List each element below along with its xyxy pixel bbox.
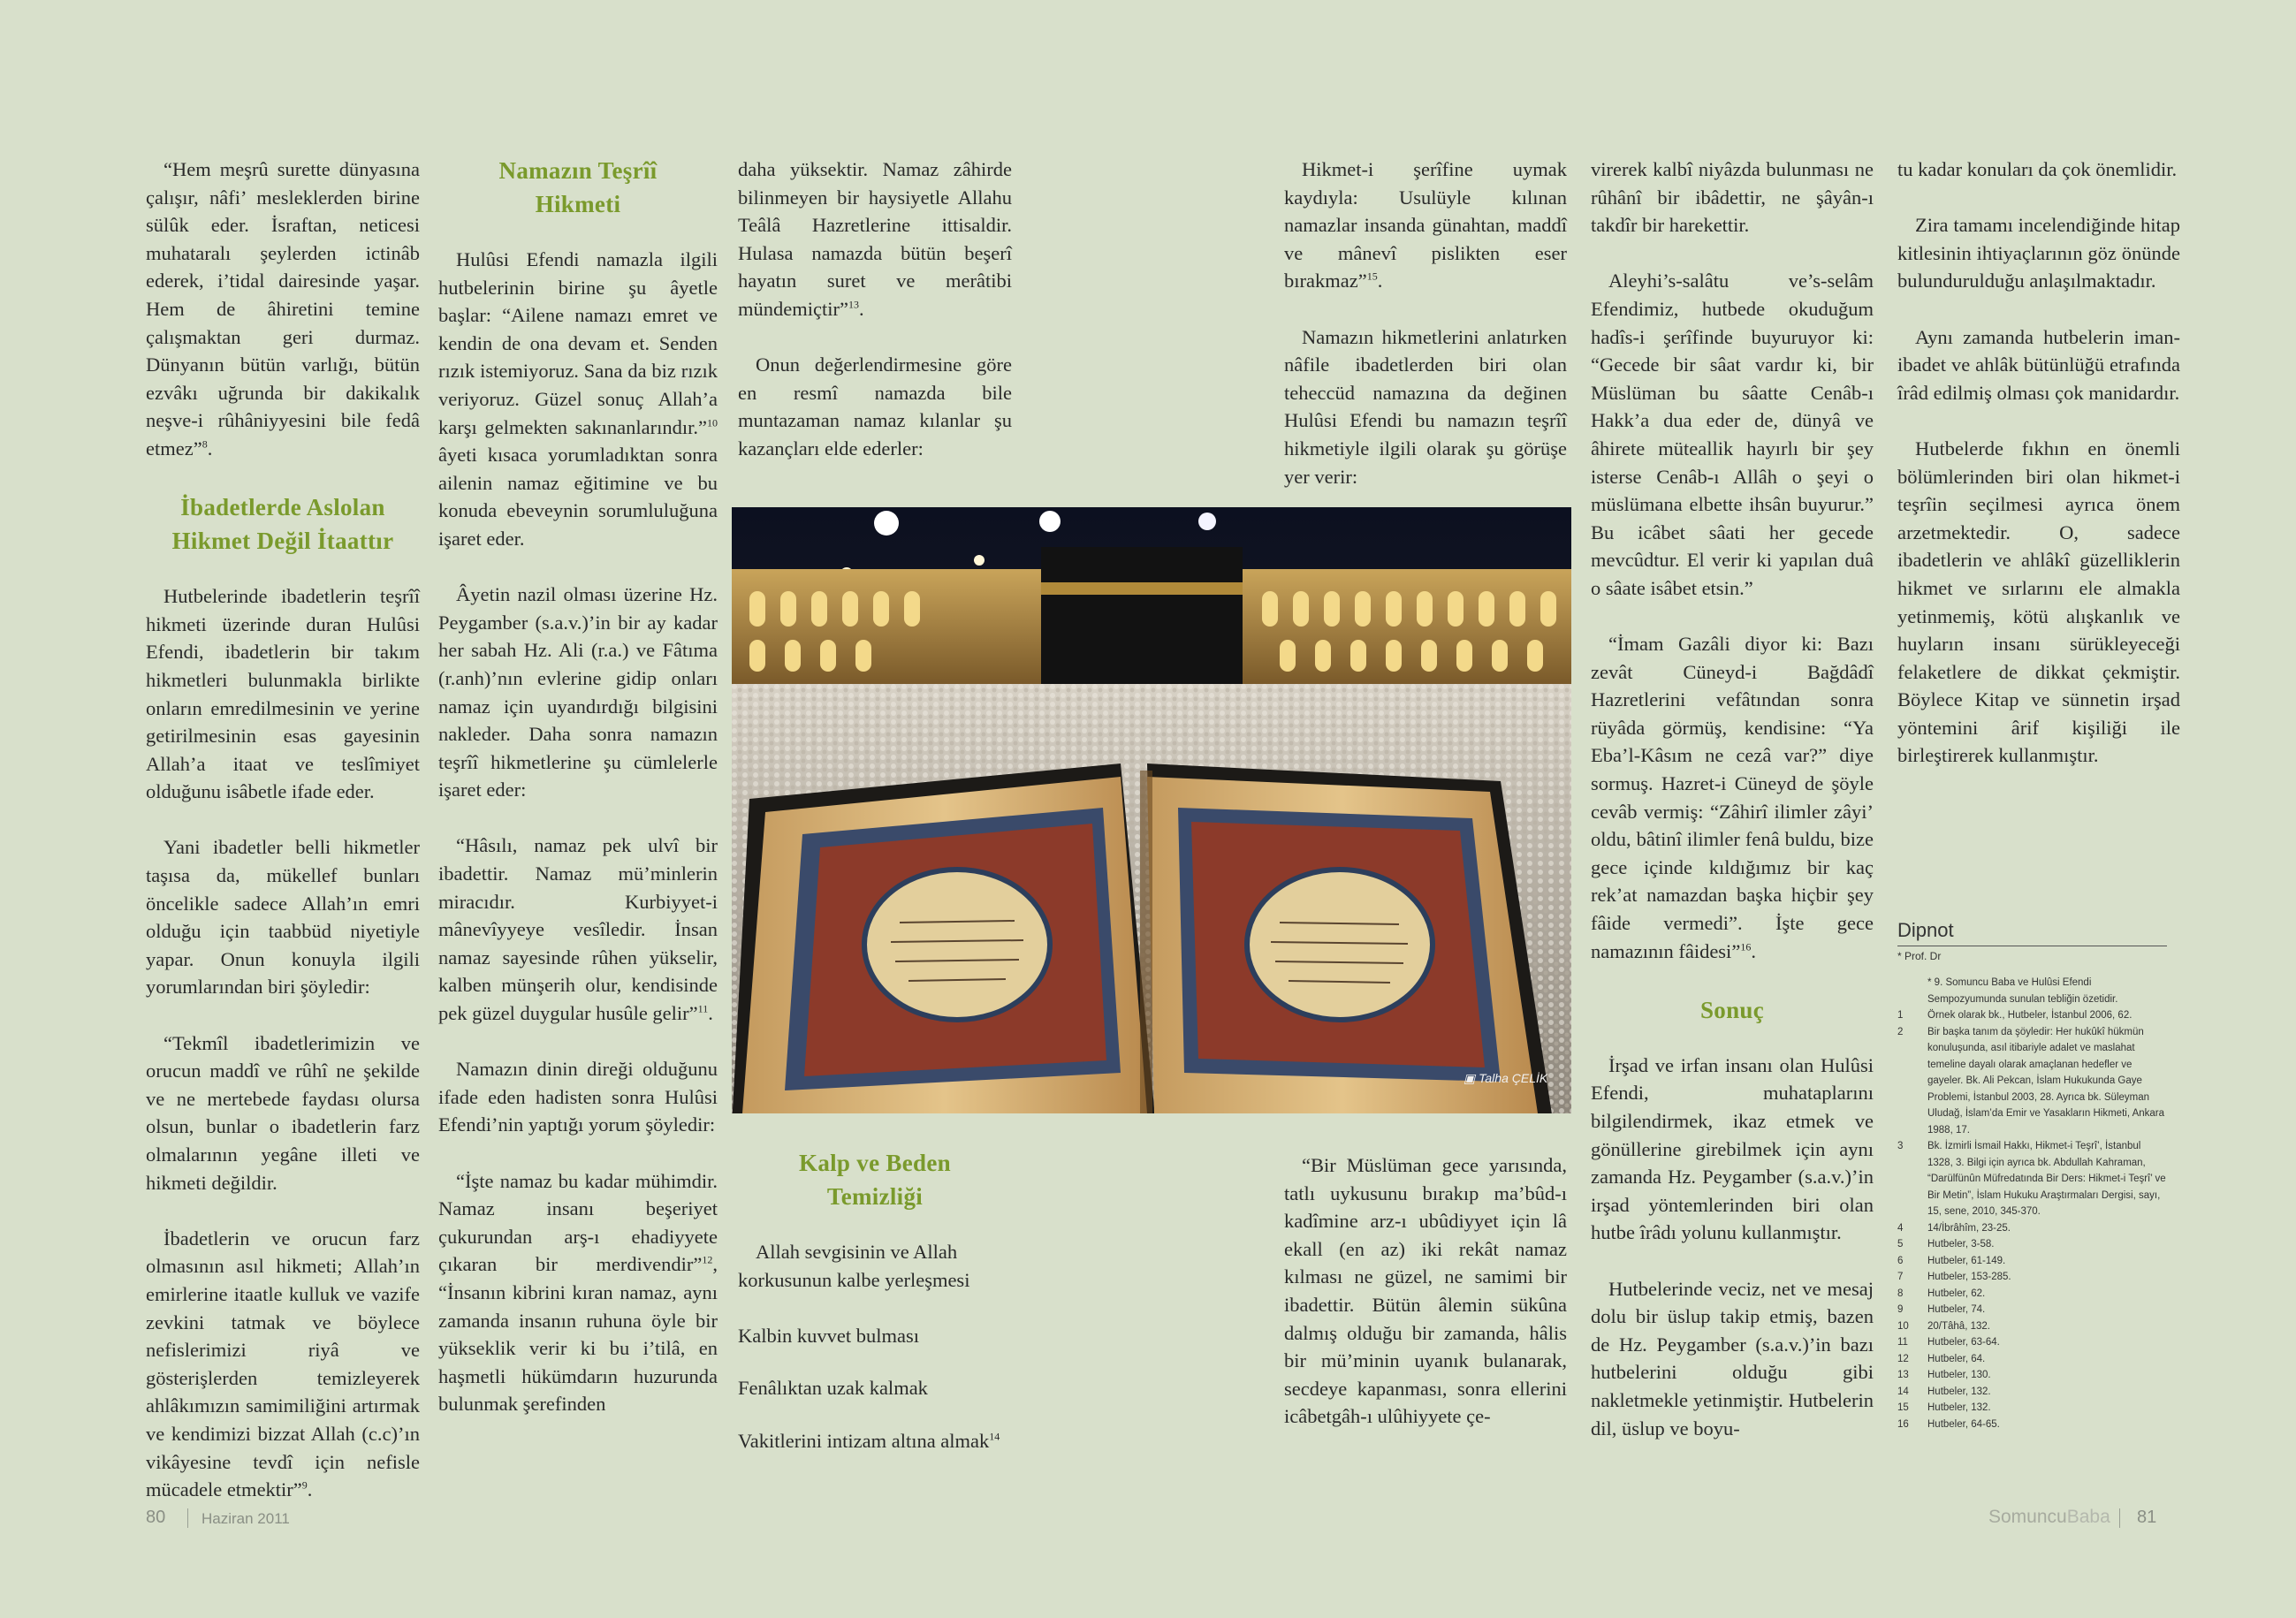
paragraph: “Tekmîl ibadetlerimizin ve orucun maddî ve rûhî ne şekilde ve ne mertebede faydası olursa olsun, bunlar o ibadetlerin farz olmalarının yegâne illeti ve hikmeti değildir. — [146, 1031, 420, 1194]
footnote-text: * 9. Somuncu Baba ve Hulûsi Efendi Sempozyumunda sunulan tebliğin özetidir. — [1927, 977, 2118, 1005]
paragraph: Âyetin nazil olması üzerine Hz. Peygamber (s.a.v.)’in bir ay kadar her sabah Hz. Ali (r.a.) ve Fâtıma (r.anh)’nın evlerine gidip onları namaz için uyandırdığı bilgisini nakleder. Daha sonra namazın teşrîî hikmetlerine şu cümlelerle işaret eder: — [438, 583, 718, 801]
footnote-number: 15 — [1897, 1402, 1909, 1413]
list-item: Kalbin kuvvet bulması — [738, 1324, 919, 1347]
footnote-number: 12 — [1897, 1353, 1909, 1364]
column-2 — [438, 154, 718, 1418]
footnote-item — [1897, 1138, 2167, 1220]
footnote-text: Hutbeler, 130. — [1927, 1370, 1991, 1380]
left-page-number: 80 — [146, 1508, 166, 1527]
footnote-item — [1897, 1007, 2167, 1024]
footnote-text: Hutbeler, 3-58. — [1927, 1239, 1995, 1250]
footnote-text: Hutbeler, 64. — [1927, 1353, 1986, 1364]
footnote-item — [1897, 1367, 2167, 1384]
photo-credit: ▣ Talha ÇELİK — [1464, 1071, 1548, 1085]
footnote-item — [1897, 1302, 2167, 1318]
paragraph: “Hâsılı, namaz pek ulvî bir ibadettir. Namaz mü’minlerin miracıdır. Kurbiyyet-i mânevîyyeye vesîledir. İnsan namaz sayesinde rûhen yükselir, kalben münşerih olur, kendisinde pek güzel duygular husûle gelir”$^{11}$. — [438, 834, 718, 1025]
footnote-text: 20/Tâhâ, 132. — [1927, 1320, 1990, 1332]
footnote-number: 6 — [1897, 1255, 1904, 1266]
footer-divider — [187, 1508, 188, 1528]
issue-date: Haziran 2011 — [201, 1510, 290, 1527]
footnote-number: 13 — [1897, 1370, 1909, 1380]
footnote-item — [1897, 1417, 2167, 1433]
footnote-number: 9 — [1897, 1304, 1904, 1315]
footnote-text: Hutbeler, 153-285. — [1927, 1272, 2011, 1282]
footnote-item — [1897, 1269, 2167, 1286]
footnote-item — [1897, 1253, 2167, 1270]
paragraph: “Hem meşrû surette dünyasına çalışır, nâfi’ mesleklerden birine sülûk eder. İsraftan, neticesi muhataralı şeylerden ictinâb ederek, i’tidal dairesinde yaşar. Hem de âhiretini temine çalışmaktan geri durmaz. Dünyanın bütün varlığı, bütün ezvâkı uğrunda bir dakikalık neşve-i rûhâniyyesini bile fedâ etmez”$^8$. — [146, 158, 420, 460]
paragraph: Yani ibadetler belli hikmetler taşısa da, mükellef bunları öncelikle sadece Allah’ın emri olduğu için taabbüd niyetiyle yapar. Onun konuyla ilgili yorumlarından biri şöyledir: — [146, 836, 420, 999]
paragraph: Onun değerlendirmesine göre en resmî namazda bile muntazaman namaz kılanlar şu kazançları elde ederler: — [738, 353, 1012, 460]
paragraph: “İmam Gazâli diyor ki: Bazı zevât Cüneyd-i Bağdâdî Hazretlerini vefâtından sonra rüyâda görmüş, kendisine: “Ya Eba’l-Kâsım ne cezâ var?” diye sormuş. Hazret-i Cüneyd de şöyle cevâb vermiş: “Zâhirî ilimler zâyi’ oldu, bâtinî ilimler fenâ buldu, bize gece içinde kıldığımız bir kaç rek’at namazdan başka hiçbir şey fâide vermedi”. İşte gece namazının fâidesi”$^{16}$. — [1591, 633, 1874, 962]
column-3-bottom — [738, 1146, 1012, 1455]
footnote-text: Hutbeler, 132. — [1927, 1386, 1991, 1397]
footnote-text: Hutbeler, 132. — [1927, 1402, 1991, 1413]
column-5 — [1591, 156, 1874, 1442]
footnote-number: 3 — [1897, 1141, 1904, 1151]
paragraph: Zira tamamı incelendiğinde hitap kitlesinin ihtiyaçlarının göz önünde bulundurulduğu anlaşılmaktadır. — [1897, 214, 2180, 292]
paragraph: Aleyhi’s-salâtu ve’s-selâm Efendimiz, hutbede okuduğum hadîs-i şerîfinde buyuruyor ki: “Gecede bir sâat vardır ki, bir Müslüman bu sâatte Cenâb-ı Hakk’a dua eder de, dünyâ ve âhirete müteallik hayırlı bir şey isterse Cenâb-ı Allâh o şeyi o müslümana elbette ihsân buyurur.” Bu icâbet sâati her gecede mevcûdtur. El verir ki yapılan duâ o sâate isâbet etsin.” — [1591, 270, 1874, 599]
paragraph: İbadetlerin ve orucun farz olmasının asıl hikmeti; Allah’ın emirlerine itaatle kulluk ve vazife zevkini tatmak ve böylece nefislerimizi riyâ ve gösterişlerden temizleyerek ahlâkımızın samimiliğini artırmak ve kendimizi bizzat Allah (c.c)’ın vikâyesine tevdî için nefisle mücadele etmektir”$^9$. — [146, 1227, 420, 1501]
column-6 — [1897, 156, 2180, 770]
footnote-number: 5 — [1897, 1239, 1904, 1250]
footnote-item — [1897, 1351, 2167, 1368]
footer-divider — [2119, 1508, 2120, 1528]
footnote-text: Hutbeler, 61-149. — [1927, 1255, 2006, 1266]
paragraph: Namazın hikmetlerini anlatırken nâfile ibadetlerden biri olan teheccüd namazına da değinen Hulûsi Efendi bu namazın teşrîî hikmetiyle ilgili olarak şu görüşe yer verir: — [1284, 325, 1567, 488]
paragraph: Hikmet-i şerîfine uymak kaydıyla: Usulüyle kılınan namazlar insanda günahtan, maddî ve mânevî pislikten eser bırakmaz”$^{15}$. — [1284, 158, 1567, 292]
paragraph: virerek kalbî niyâzda bulunması ne rûhânî bir ibâdettir, ne şâyân-ı takdîr bir harekettir. — [1591, 158, 1874, 237]
footnotes-title: Dipnot — [1897, 919, 2167, 946]
footnote-text: Bk. İzmirli İsmail Hakkı, Hikmet-i Teşrî’, İstanbul 1328, 3. Bilgi için ayrıca bk. Abdullah Kahraman, “Darülfünûn Müfredatında Bir Ders: Hikmet-i Teşrî’ ve Bir Metin”, İslam Hukuku Araştırmaları Dergisi, sayı, 15, sene, 2010, 345-370. — [1927, 1141, 2166, 1217]
footnote-number: 14 — [1897, 1386, 1909, 1397]
footnote-text: Hutbeler, 63-64. — [1927, 1337, 2000, 1348]
footnote-number: 2 — [1897, 1026, 1904, 1037]
paragraph: Hutbelerde fıkhın en önemli bölümlerinden biri olan hikmet-i teşrîin seçilmesi ayrıca önem arzetmektedir. O, sadece ibadetlerin ve ahlâkî güzelliklerin hikmet ve sırlarını ele almakla yetinmemiş, kötü alışkanlık ve huyların insanı sürükleyeceği felaketlere de dikkat çekmiştir. Böylece Kitap ve sünnetin irşad yöntemini ârif kişiliği ile birleştirerek kullanmıştır. — [1897, 437, 2180, 767]
footnote-number: 16 — [1897, 1418, 1909, 1430]
paragraph: Hutbelerinde veciz, net ve mesaj dolu bir üslup takip etmiş, bazen de Hz. Peygamber (s.a.v.)’in bazı hutbelerini olduğu gibi nakletmekle yetinmiştir. Hutbelerin dil, üslup ve boyu- — [1591, 1277, 1874, 1439]
paragraph: daha yüksektir. Namaz zâhirde bilinmeyen bir haysiyetle Allahu Teâlâ Hazretlerine ittisaldir. Hulasa namazda bütün beşerî hayatın suret ve merâtibi mündemiçtir”$^{13}$. — [738, 158, 1012, 320]
footnote-list — [1897, 975, 2167, 1432]
paragraph: “Bir Müslüman gece yarısında, tatlı uykusunu bırakıp ma’bûd-ı kadîmine arz-ı ubûdiyyet için lâ ekall (en az) iki rekât namaz kılması ne güzel, ne samimi bir ibadettir. Bütün âlemin sükûna dalmış olduğu bir zamanda, hâlis bir mü’minin uyanık bulanarak, secdeye kapanması, sonra ellerini icâbetgâh-ı ulûhiyyete çe- — [1284, 1154, 1567, 1428]
column-3-top — [738, 156, 1012, 463]
column-4-top — [1284, 156, 1567, 490]
footnote-item — [1897, 1400, 2167, 1417]
column-4-bottom — [1284, 1151, 1567, 1431]
footnote-item — [1897, 1236, 2167, 1253]
footnote-number: 8 — [1897, 1288, 1904, 1299]
footnote-number: 7 — [1897, 1272, 1904, 1282]
footnote-number: 1 — [1897, 1010, 1904, 1021]
footnote-text: Hutbeler, 64-65. — [1927, 1418, 2000, 1430]
magazine-brand: SomuncuBaba — [1988, 1507, 2110, 1527]
footnote-text: Bir başka tanım da şöyledir: Her hukûkî hükmün konuluşunda, asıl itibariyle adalet ve maslahat temeline dayalı olarak amaçlanan hedefler ve gayeler. Bk. Ali Pekcan, İslam Hukukunda Gaye Problemi, İstanbul 2003, 28. Ayrıca bk. Süleyman Uludağ, İslam’da Emir ve Yasakların Hikmeti, Ankara 1988, 17. — [1927, 1026, 2165, 1136]
footnote-item — [1897, 1334, 2167, 1351]
author-note: * Prof. Dr — [1897, 950, 1942, 962]
kaaba-quran-photo — [732, 507, 1571, 1113]
section-heading: Namazın Teşrîî Hikmeti — [498, 157, 658, 217]
list-item: Allah sevgisinin ve Allah korkusunun kalbe yerleşmesi — [738, 1241, 970, 1291]
paragraph: Hulûsi Efendi namazla ilgili hutbelerinin birine şu âyetle başlar: “Ailene namazı emret ve kendin de ona devam et. Senden rızık istemiyoruz. Sana da biz rızık veriyoruz. Güzel sonuç Allah’a karşı gelmekten sakınanlarındır.”$^{10}$ âyeti kısaca yorumladıktan sonra ailenin namaz eğitimine ve bu konuda ebeveynin sorumluluğuna işaret eder. — [438, 248, 718, 550]
footnote-text: Örnek olarak bk., Hutbeler, İstanbul 2006, 62. — [1927, 1010, 2133, 1021]
paragraph: “İşte namaz bu kadar mühimdir. Namaz insanı beşeriyet çukurundan arş-ı ehadiyyete çıkaran bir merdivendir”$^{12}$, “İnsanın kibrini kıran namaz, aynı zamanda insanın ruhuna öyle bir yükseklik verir ki bu i’tilâ, en haşmetli hükümdarın huzurunda bulunmak şerefinden — [438, 1169, 718, 1416]
footnote-text: 14/İbrâhîm, 23-25. — [1927, 1222, 2011, 1234]
footnote-text: Hutbeler, 74. — [1927, 1304, 1986, 1315]
section-heading: İbadetlerde Aslolan Hikmet Değil İtaattır — [171, 494, 394, 555]
footnote-number: 11 — [1897, 1337, 1908, 1348]
paragraph: Hutbelerinde ibadetlerin teşrîî hikmeti üzerinde duran Hulûsi Efendi, ibadetlerin bir takım hikmetleri bulunmakla birlikte onların emredilmesinin ve yerine getirilmesinin esas gayesinin Allah’a itaat ve teslîmiyet olduğunu isâbetle ifade eder. — [146, 585, 420, 803]
footnote-number: 4 — [1897, 1222, 1904, 1234]
footnote-item — [1897, 1220, 2167, 1237]
paragraph: Aynı zamanda hutbelerin iman-ibadet ve ahlâk bütünlüğü etrafında îrâd edilmiş olması çok manidardır. — [1897, 325, 2180, 404]
footnote-item — [1897, 1318, 2167, 1335]
list-item: Vakitlerini intizam altına almak$^{14}$ — [738, 1429, 1000, 1452]
paragraph: tu kadar konuları da çok önemlidir. — [1897, 158, 2178, 180]
list-item: Fenâlıktan uzak kalmak — [738, 1377, 928, 1400]
footnotes — [1897, 919, 2167, 1432]
paragraph: Namazın dinin direği olduğunu ifade eden hadisten sonra Hulûsi Efendi’nin yaptığı yorum şöyledir: — [438, 1058, 718, 1136]
footnote-item — [1897, 1384, 2167, 1401]
footnote-item — [1897, 1286, 2167, 1303]
footnote-number: 10 — [1897, 1320, 1909, 1332]
right-page-number: 81 — [2137, 1508, 2157, 1527]
camera-icon: ▣ — [1464, 1071, 1476, 1085]
footnote-item — [1897, 975, 2167, 1007]
column-1 — [146, 156, 420, 1504]
section-heading: Kalp ve Beden Temizliği — [799, 1150, 951, 1210]
footnote-text: Hutbeler, 62. — [1927, 1288, 1986, 1299]
footnote-number — [1897, 975, 1927, 1007]
section-heading: Sonuç — [1699, 996, 1765, 1023]
footnote-item — [1897, 1024, 2167, 1139]
paragraph: İrşad ve irfan insanı olan Hulûsi Efendi, muhataplarını bilgilendirmek, ikaz etmek ve gönüllerine girebilmek için aynı zamanda Hz. Peygamber (s.a.v.)’in irşad yöntemlerinden biri olan hutbe îrâdı yolunu kullanmıştır. — [1591, 1053, 1874, 1244]
